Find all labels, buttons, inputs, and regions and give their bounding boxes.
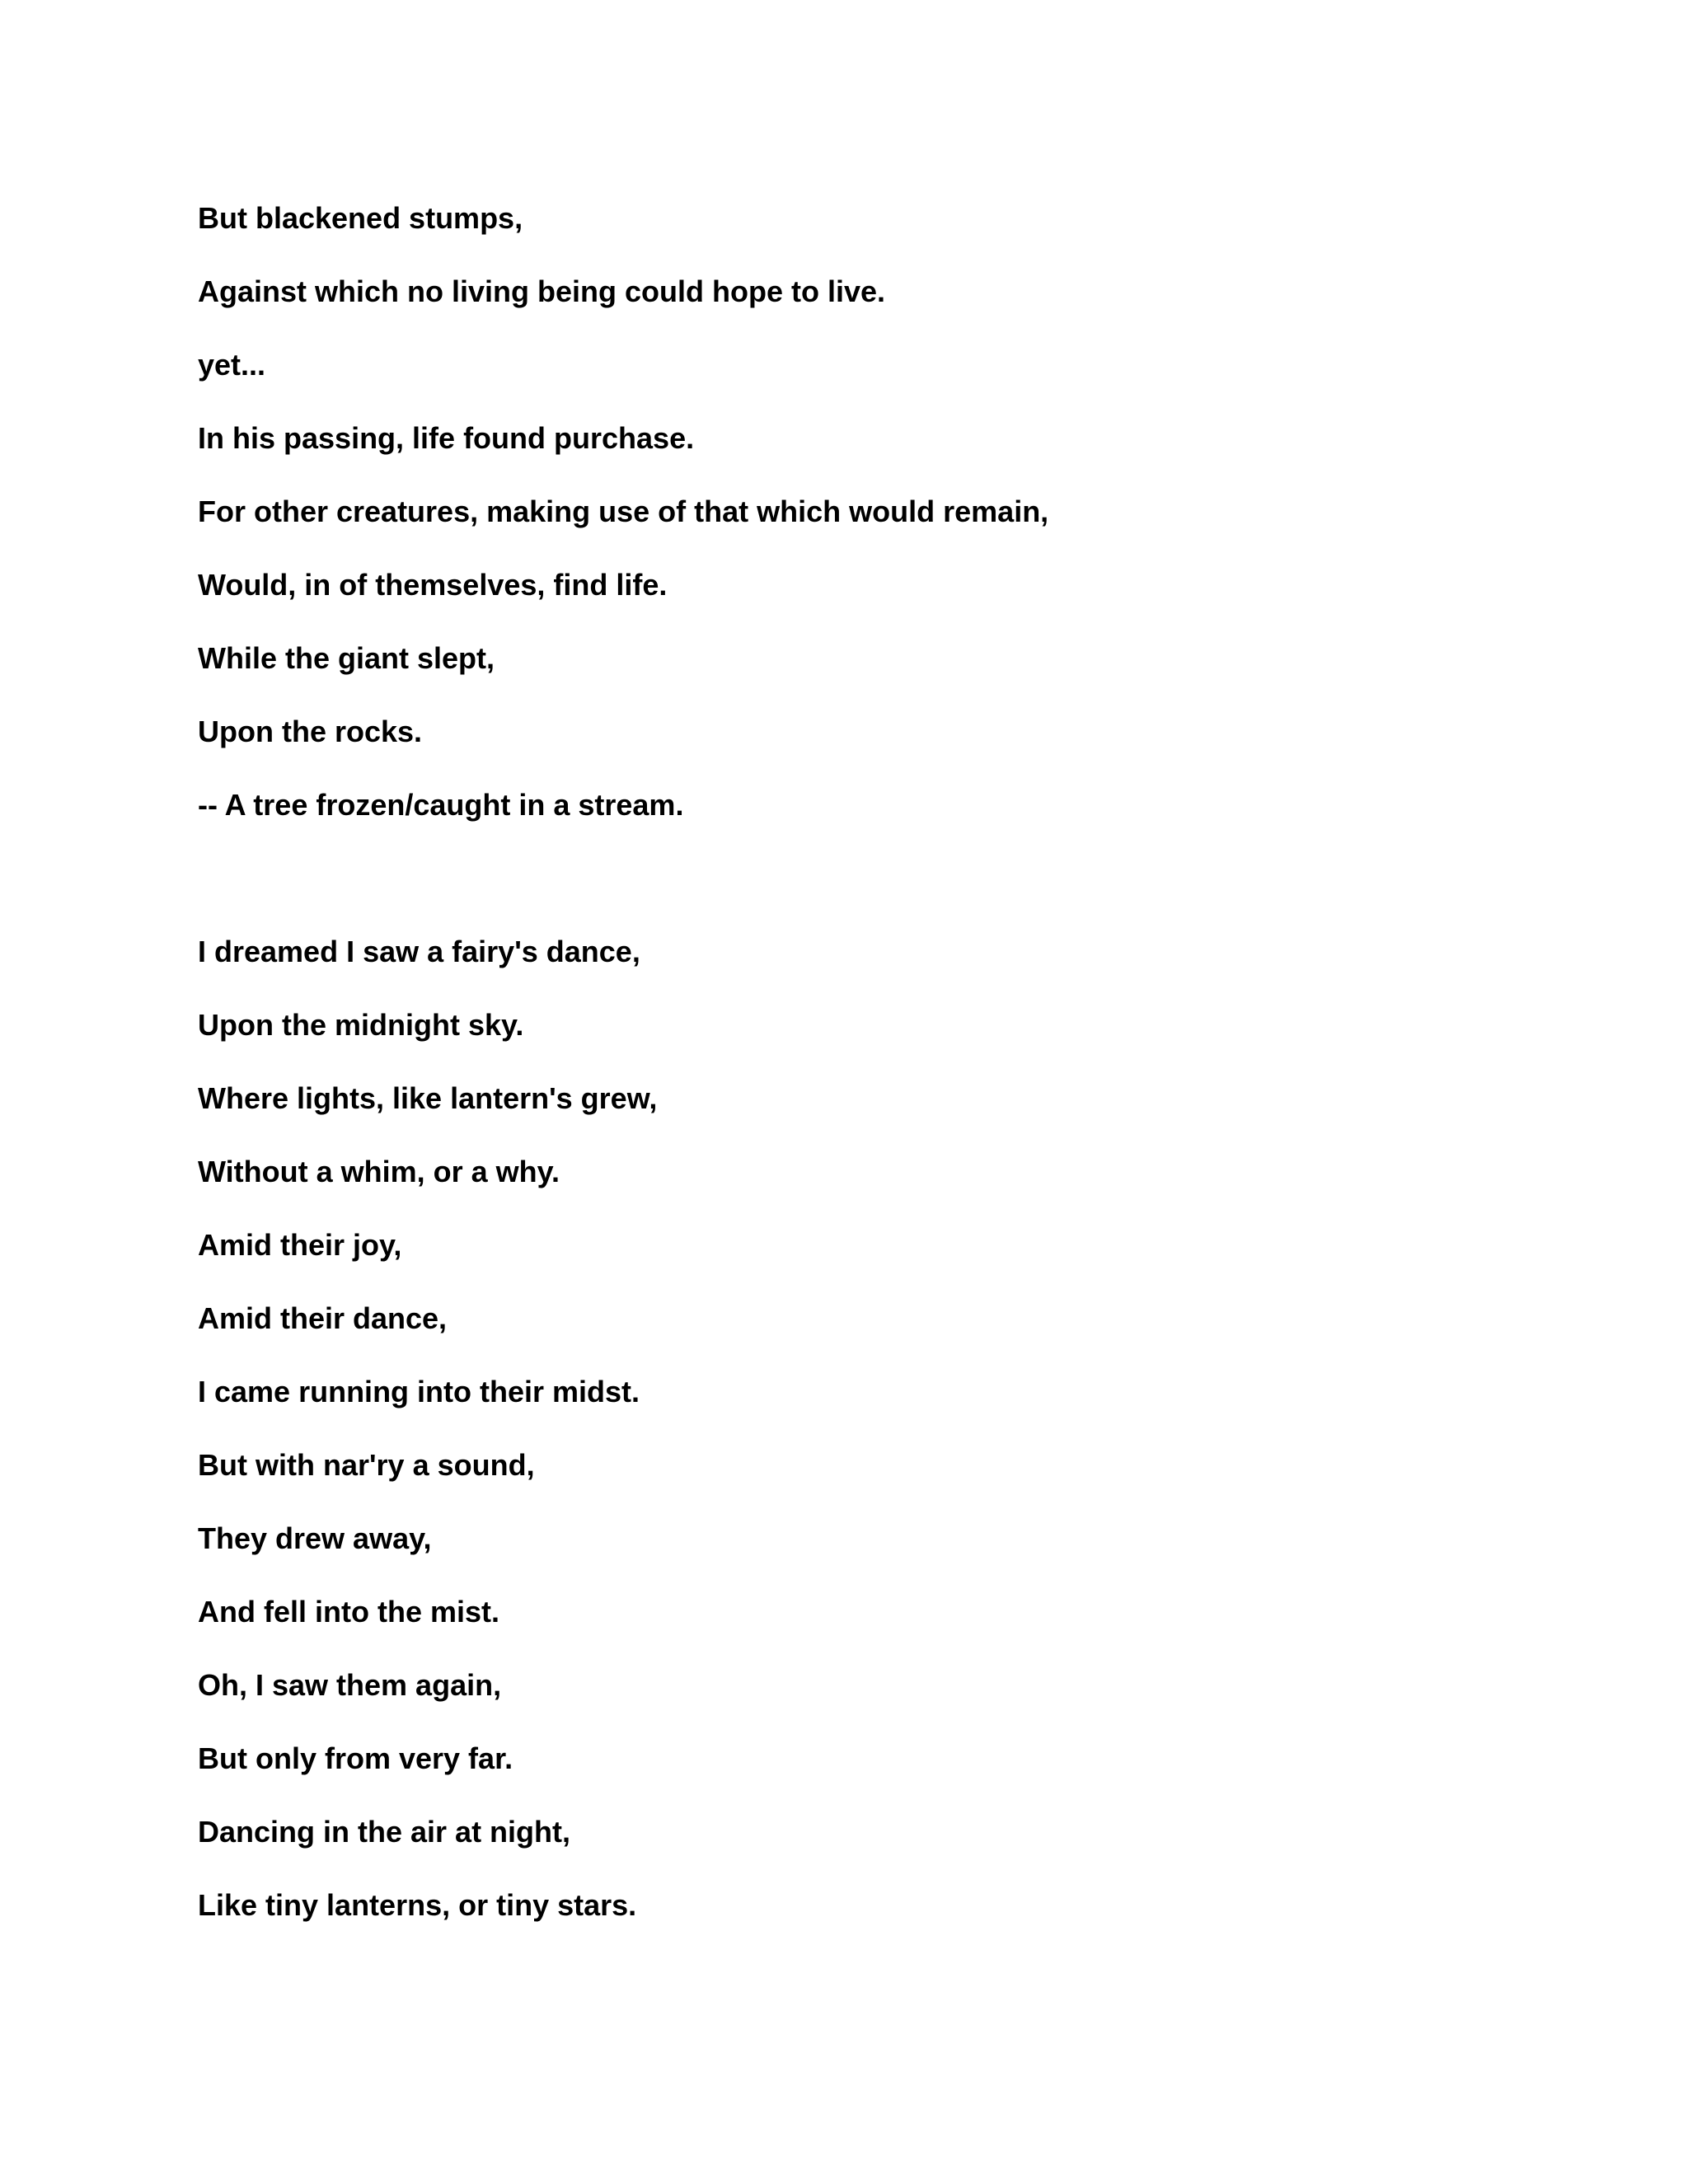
poem-line: Oh, I saw them again, bbox=[198, 1668, 502, 1702]
poem-line: Dancing in the air at night, bbox=[198, 1815, 571, 1849]
poem-line: Would, in of themselves, find life. bbox=[198, 568, 668, 602]
poem-line: Without a whim, or a why. bbox=[198, 1155, 560, 1188]
poem-line: Amid their joy, bbox=[198, 1228, 402, 1262]
poem-line: While the giant slept, bbox=[198, 641, 495, 675]
poem-line: Amid their dance, bbox=[198, 1301, 448, 1335]
poem-line: But with nar'ry a sound, bbox=[198, 1448, 535, 1482]
poem-line: Where lights, like lantern's grew, bbox=[198, 1081, 658, 1115]
poem-line: Like tiny lanterns, or tiny stars. bbox=[198, 1888, 637, 1922]
poem-line: In his passing, life found purchase. bbox=[198, 421, 695, 455]
poem-line: For other creatures, making use of that which would remain, bbox=[198, 494, 1049, 528]
poem-line: -- A tree frozen/caught in a stream. bbox=[198, 788, 684, 822]
poem-line: Against which no living being could hope to live. bbox=[198, 274, 886, 308]
poem-line: They drew away, bbox=[198, 1521, 432, 1555]
poem-line: I came running into their midst. bbox=[198, 1375, 640, 1408]
poem-line: yet... bbox=[198, 348, 266, 382]
poem-line: But blackened stumps, bbox=[198, 201, 523, 235]
poem-line: And fell into the mist. bbox=[198, 1595, 499, 1629]
poem-line: I dreamed I saw a fairy's dance, bbox=[198, 935, 640, 968]
poem-line: Upon the midnight sky. bbox=[198, 1008, 524, 1042]
poem-line: Upon the rocks. bbox=[198, 715, 423, 748]
poem-line: But only from very far. bbox=[198, 1741, 513, 1775]
